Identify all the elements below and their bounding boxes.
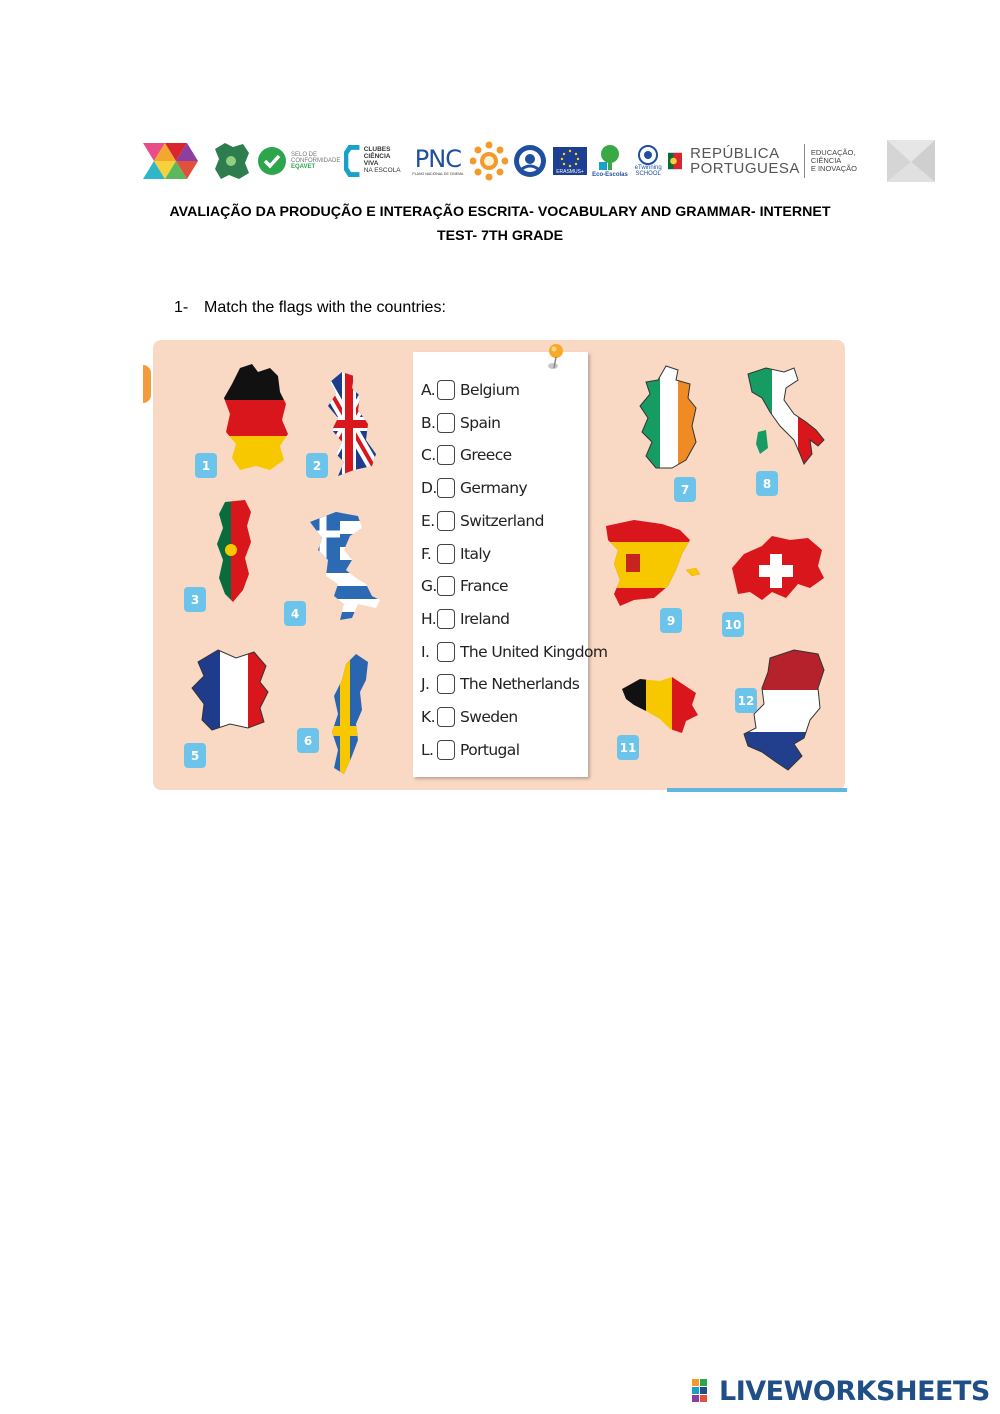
option-label: Germany [460,479,528,498]
france-flag-map [190,648,278,732]
pnc-sub: PLANO NACIONAL DE CINEMA [412,172,464,176]
option-checkbox[interactable] [437,380,455,400]
option-label: The Netherlands [460,675,580,694]
option-letter: D. [421,479,437,498]
liveworksheets-footer[interactable] [692,1375,990,1407]
clubes-line2: CIÊNCIA VIVA [363,153,391,167]
option-label: France [460,577,508,596]
option-letter: H. [421,609,437,628]
circle-logo [512,138,548,184]
republica-line1: REPÚBLICA [690,145,780,162]
logo-banner [143,138,941,184]
title-line1: AVALIAÇÃO DA PRODUÇÃO E INTERAÇÃO ESCRITA- VOCABULARY AND GRAMMAR- INTERNET [169,204,831,220]
option-letter: L. [421,740,434,759]
liveworksheets-logo-icon [692,1379,716,1403]
badge-8: 8 [756,471,778,496]
option-belgium [421,377,519,403]
option-label: Switzerland [460,511,544,530]
badge-3: 3 [184,587,206,612]
option-france [421,573,508,599]
option-letter: E. [421,511,435,530]
clubes-line1: CLUBES [363,146,391,154]
option-letter: G. [421,577,437,596]
question-text: Match the flags with the countries: [204,299,446,316]
italy-flag-map [744,364,826,472]
eqavet-logo [257,138,340,184]
clubes-logo [344,138,405,184]
option-letter: J. [421,675,430,694]
germany-flag-map [222,362,290,474]
pushpin-icon [547,342,569,372]
option-label: Greece [460,446,512,465]
option-checkbox[interactable] [437,413,455,433]
option-greece [421,442,512,468]
page-title [140,200,860,248]
badge-11: 11 [617,735,639,760]
option-checkbox[interactable] [437,576,455,596]
republica-line2: PORTUGUESA [690,160,800,177]
badge-4: 4 [284,601,306,626]
option-letter: A. [421,381,436,399]
sweden-flag-map [326,652,372,776]
geometric-logo [143,138,207,184]
title-line2: TEST- 7TH GRADE [436,228,564,244]
option-checkbox[interactable] [437,478,455,498]
option-letter: C. [421,446,436,465]
badge-7: 7 [674,477,696,502]
eco-text: Eco-Escolas [592,172,628,178]
spain-flag-map [604,518,704,616]
option-the-united-kingdom [421,639,607,665]
option-portugal [421,737,519,763]
badge-10: 10 [722,612,744,637]
eqavet-line3: EQAVET [291,164,316,171]
switzerland-flag-map [728,534,826,606]
option-checkbox[interactable] [437,445,455,465]
option-checkbox[interactable] [437,544,455,564]
option-letter: I. [421,642,430,661]
eqavet-line2: CONFORMIDADE [291,157,341,164]
option-checkbox[interactable] [437,707,455,727]
option-germany [421,475,527,501]
option-label: The United Kingdom [460,642,608,661]
clubes-line3: NA ESCOLA [363,166,401,174]
question-1 [174,299,446,317]
option-checkbox[interactable] [437,740,455,760]
option-label: Spain [460,413,501,432]
option-ireland [421,606,509,632]
option-the-netherlands [421,671,579,697]
twinning-logo [632,138,663,184]
belgium-flag-map [620,675,700,737]
option-spain [421,410,500,436]
card-bottom-bar [667,788,847,792]
option-italy [421,541,491,567]
option-label: Portugal [460,740,520,759]
badge-1: 1 [195,453,217,478]
pnc-logo [409,138,466,184]
badge-2: 2 [306,453,328,478]
eqavet-line1: SELO DE [291,151,318,158]
option-checkbox[interactable] [437,511,455,531]
option-label: Ireland [460,609,510,628]
option-sweden [421,704,518,730]
edu-line1: EDUCAÇÃO, CIÊNCIA [810,147,856,165]
footer-brand: LIVEWORKSHEETS [719,1375,990,1407]
option-checkbox[interactable] [437,642,455,662]
map-logo [211,138,253,184]
option-checkbox[interactable] [437,674,455,694]
question-number: 1- [174,299,189,316]
option-letter: B. [421,413,436,432]
badge-6: 6 [297,728,319,753]
option-label: Sweden [460,708,518,726]
republica-logo [668,138,800,184]
option-checkbox[interactable] [437,609,455,629]
pnc-text: PNC [414,145,461,173]
option-letter: F. [421,544,432,563]
option-switzerland [421,508,544,534]
badge-9: 9 [660,608,682,633]
badge-5: 5 [184,743,206,768]
edu-line2: E INOVAÇÃO [810,164,857,174]
option-letter: K. [421,708,435,726]
erasmus-logo [552,138,587,184]
twinning-line1: eTwinning [634,165,662,171]
generic-logo [885,138,937,184]
eco-escolas-logo [592,138,629,184]
greece-flag-map [306,508,384,624]
portugal-flag-map [215,498,255,604]
card-side-tab [143,365,151,403]
sun-logo [470,138,508,184]
badge-12: 12 [735,688,757,713]
erasmus-text: ERASMUS+ [553,169,587,175]
option-label: Italy [460,544,491,563]
ireland-flag-map [638,364,700,472]
edu-logo [804,144,881,178]
twinning-line2: SCHOOL [635,171,661,177]
option-label: Belgium [460,381,520,399]
